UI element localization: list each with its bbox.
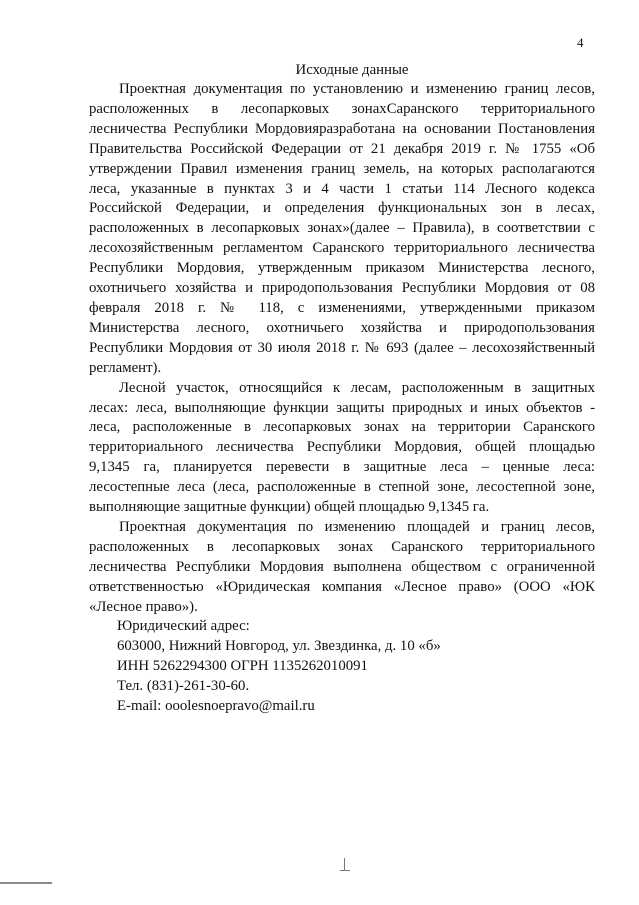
text-line: лесах: леса, выполняющие функции защиты природных и иных объектов - xyxy=(89,399,595,416)
text-line: Проектная документация по установлению и изменению границ лесов, xyxy=(119,81,595,97)
email-address: E-mail: ooolesnoepravo@mail.ru xyxy=(117,698,315,715)
paragraph-land-plot xyxy=(89,379,595,518)
paragraph-project-basis xyxy=(89,80,595,379)
text-line: Республики Мордовия от 30 июля 2018 г. № 693 (далее – лесохозяйственный xyxy=(89,339,595,356)
phone-number: Тел. (831)-261-30-60. xyxy=(117,678,250,695)
section-heading: Исходные данные xyxy=(295,62,409,78)
text-line: Министерства лесного, охотничьего хозяйства и природопользования xyxy=(89,319,595,336)
text-line: лесничества Республики Мордовияразработана на основании Постановления xyxy=(89,120,595,137)
scan-edge-line xyxy=(0,882,52,884)
address-label: Юридический адрес: xyxy=(117,618,250,635)
text-line: 9,1345 га, планируется перевести в защитные леса – ценные леса: xyxy=(89,459,595,476)
text-line: регламент). xyxy=(89,359,162,376)
text-line: расположенных в лесопарковых зонах Саранского территориального xyxy=(89,538,595,555)
text-line: лесостепные леса (леса, расположенные в степной зоне, лесостепной зоне, xyxy=(89,479,595,496)
text-line: Проектная документация по изменению площадей и границ лесов, xyxy=(119,518,595,535)
address-text: 603000, Нижний Новгород, ул. Звездинка, д. 10 «б» xyxy=(117,638,441,655)
text-line: территориального лесничества Республики Мордовия, общей площадью xyxy=(89,439,595,456)
scan-mark xyxy=(340,858,350,874)
text-line: выполняющие защитные функции) общей площадью 9,1345 га. xyxy=(89,499,490,516)
text-line: Правительства Российской Федерации от 21 декабря 2019 г. № 1755 «Об xyxy=(89,140,595,157)
text-line: расположенных в лесопарковых зонахСаранского территориального xyxy=(89,100,595,117)
text-line: лесохозяйственным регламентом Саранского территориального лесничества xyxy=(89,240,595,257)
text-line: Лесной участок, относящийся к лесам, расположенным в защитных xyxy=(119,379,595,396)
text-line: «Лесное право»). xyxy=(89,598,198,615)
text-line: охотничьего хозяйства и природопользования Республики Мордовия от 08 xyxy=(89,280,595,297)
text-line: Российской Федерации, и определения функциональных зон в лесах, xyxy=(89,200,595,217)
text-line: ответственностью «Юридическая компания «Лесное право» (ООО «ЮК xyxy=(89,578,595,595)
text-line: леса, указанные в пунктах 3 и 4 части 1 статьи 114 Лесного кодекса xyxy=(89,180,595,197)
contact-block xyxy=(89,617,595,717)
paragraph-contractor xyxy=(89,518,595,618)
text-line: лесничества Республики Мордовия выполнена обществом с ограниченной xyxy=(89,558,595,575)
text-line: утверждении Правил изменения границ земель, на которых располагаются xyxy=(89,160,595,177)
text-line: леса, расположенные в лесопарковых зонах на территории Саранского xyxy=(89,419,595,436)
text-line: расположенных в лесопарковых зонах»(далее – Правила), в соответствии с xyxy=(89,220,595,237)
company-ids: ИНН 5262294300 ОГРН 1135262010091 xyxy=(117,658,368,675)
text-line: Республики Мордовия, утвержденным приказом Министерства лесного, xyxy=(89,260,595,277)
document-body xyxy=(89,60,595,717)
text-line: февраля 2018 г. № 118, с изменениями, утвержденными приказом xyxy=(89,299,595,316)
page-number: 4 xyxy=(577,35,584,50)
